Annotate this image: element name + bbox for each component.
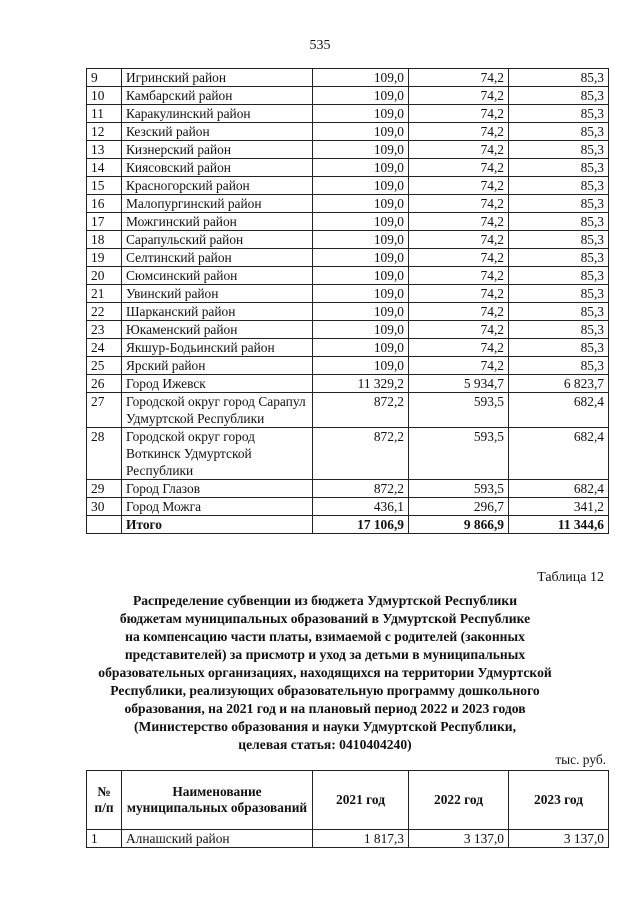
row-number: 26 xyxy=(87,375,122,393)
total-label: Итого xyxy=(122,516,313,534)
municipality-name: Каракулинский район xyxy=(122,105,313,123)
row-number: 14 xyxy=(87,159,122,177)
value-2022: 3 137,0 xyxy=(409,830,509,848)
value-2022: 74,2 xyxy=(409,231,509,249)
header-2023: 2023 год xyxy=(509,771,609,830)
table-row xyxy=(87,480,609,498)
table-row xyxy=(87,393,609,428)
row-number: 10 xyxy=(87,87,122,105)
table-row xyxy=(87,69,609,87)
subvention-table-continued xyxy=(86,68,609,534)
value-2023: 85,3 xyxy=(509,141,609,159)
table-row xyxy=(87,195,609,213)
table-row xyxy=(87,498,609,516)
table-row xyxy=(87,285,609,303)
heading-line: на компенсацию части платы, взимаемой с родителей (законных xyxy=(125,629,525,644)
value-2022: 593,5 xyxy=(409,480,509,498)
header-2021: 2021 год xyxy=(313,771,409,830)
table-row xyxy=(87,105,609,123)
total-number xyxy=(87,516,122,534)
row-number: 1 xyxy=(87,830,122,848)
value-2022: 74,2 xyxy=(409,87,509,105)
row-number: 11 xyxy=(87,105,122,123)
municipality-name: Кезский район xyxy=(122,123,313,141)
value-2022: 74,2 xyxy=(409,321,509,339)
table-heading xyxy=(60,592,590,754)
value-2022: 74,2 xyxy=(409,141,509,159)
value-2022: 74,2 xyxy=(409,69,509,87)
value-2022: 74,2 xyxy=(409,213,509,231)
municipality-name: Малопургинский район xyxy=(122,195,313,213)
municipality-name: Ярский район xyxy=(122,357,313,375)
row-number: 23 xyxy=(87,321,122,339)
value-2021: 872,2 xyxy=(313,428,409,480)
value-2023: 682,4 xyxy=(509,393,609,428)
value-2023: 85,3 xyxy=(509,123,609,141)
value-2023: 85,3 xyxy=(509,159,609,177)
municipality-name: Увинский район xyxy=(122,285,313,303)
value-2021: 109,0 xyxy=(313,213,409,231)
value-2022: 5 934,7 xyxy=(409,375,509,393)
table-row xyxy=(87,87,609,105)
value-2021: 872,2 xyxy=(313,393,409,428)
value-2021: 109,0 xyxy=(313,123,409,141)
row-number: 25 xyxy=(87,357,122,375)
value-2022: 74,2 xyxy=(409,249,509,267)
heading-line: образования, на 2021 год и на плановый период 2022 и 2023 годов xyxy=(124,701,526,716)
value-2022: 74,2 xyxy=(409,285,509,303)
municipality-name: Город Глазов xyxy=(122,480,313,498)
table-row xyxy=(87,830,609,848)
row-number: 24 xyxy=(87,339,122,357)
municipality-name: Сюмсинский район xyxy=(122,267,313,285)
table-row xyxy=(87,249,609,267)
table-row xyxy=(87,141,609,159)
value-2023: 85,3 xyxy=(509,87,609,105)
value-2021: 1 817,3 xyxy=(313,830,409,848)
value-2021: 109,0 xyxy=(313,267,409,285)
value-2021: 109,0 xyxy=(313,285,409,303)
value-2023: 85,3 xyxy=(509,267,609,285)
value-2021: 109,0 xyxy=(313,339,409,357)
municipality-name: Кизнерский район xyxy=(122,141,313,159)
heading-line: бюджетам муниципальных образований в Удмуртской Республике xyxy=(119,611,531,626)
table-row xyxy=(87,267,609,285)
value-2021: 109,0 xyxy=(313,177,409,195)
row-number: 22 xyxy=(87,303,122,321)
table-row xyxy=(87,357,609,375)
municipality-name: Алнашский район xyxy=(122,830,313,848)
table-row xyxy=(87,303,609,321)
table-row xyxy=(87,213,609,231)
municipality-name: Сарапульский район xyxy=(122,231,313,249)
municipality-name: Город Ижевск xyxy=(122,375,313,393)
row-number: 15 xyxy=(87,177,122,195)
value-2023: 682,4 xyxy=(509,480,609,498)
municipality-name: Город Можга xyxy=(122,498,313,516)
row-number: 29 xyxy=(87,480,122,498)
row-number: 9 xyxy=(87,69,122,87)
value-2023: 85,3 xyxy=(509,321,609,339)
row-number: 21 xyxy=(87,285,122,303)
heading-line: Республики, реализующих образовательную программу дошкольного xyxy=(110,683,540,698)
value-2023: 85,3 xyxy=(509,195,609,213)
table-row xyxy=(87,321,609,339)
value-2021: 109,0 xyxy=(313,357,409,375)
value-2022: 74,2 xyxy=(409,105,509,123)
heading-line: образовательных организациях, находящихся на территории Удмуртской xyxy=(98,665,552,680)
table-row xyxy=(87,375,609,393)
value-2023: 85,3 xyxy=(509,303,609,321)
heading-line: Распределение субвенции из бюджета Удмуртской Республики xyxy=(132,593,518,608)
value-2021: 109,0 xyxy=(313,195,409,213)
table-row xyxy=(87,159,609,177)
header-name: Наименование муниципальных образований xyxy=(122,771,313,830)
value-2022: 74,2 xyxy=(409,267,509,285)
value-2022: 593,5 xyxy=(409,393,509,428)
municipality-name: Игринский район xyxy=(122,69,313,87)
table-caption: Таблица 12 xyxy=(537,570,604,585)
total-2023: 11 344,6 xyxy=(509,516,609,534)
row-number: 19 xyxy=(87,249,122,267)
value-2021: 109,0 xyxy=(313,159,409,177)
row-number: 13 xyxy=(87,141,122,159)
municipality-name: Юкаменский район xyxy=(122,321,313,339)
value-2021: 109,0 xyxy=(313,141,409,159)
municipality-name: Селтинский район xyxy=(122,249,313,267)
value-2023: 6 823,7 xyxy=(509,375,609,393)
header-number: № п/п xyxy=(87,771,122,830)
heading-line: целевая статья: 0410404240) xyxy=(238,737,412,752)
value-2023: 85,3 xyxy=(509,177,609,195)
table-row xyxy=(87,428,609,480)
value-2021: 109,0 xyxy=(313,321,409,339)
value-2021: 109,0 xyxy=(313,231,409,249)
table-row xyxy=(87,339,609,357)
value-2023: 85,3 xyxy=(509,69,609,87)
value-2023: 85,3 xyxy=(509,231,609,249)
row-number: 17 xyxy=(87,213,122,231)
table-row xyxy=(87,231,609,249)
heading-line: (Министерство образования и науки Удмуртской Республики, xyxy=(133,719,517,734)
value-2021: 11 329,2 xyxy=(313,375,409,393)
value-2021: 109,0 xyxy=(313,69,409,87)
value-2021: 872,2 xyxy=(313,480,409,498)
total-2022: 9 866,9 xyxy=(409,516,509,534)
value-2023: 85,3 xyxy=(509,339,609,357)
value-2021: 109,0 xyxy=(313,87,409,105)
value-2022: 74,2 xyxy=(409,339,509,357)
value-2021: 109,0 xyxy=(313,303,409,321)
value-2022: 593,5 xyxy=(409,428,509,480)
row-number: 20 xyxy=(87,267,122,285)
value-2023: 85,3 xyxy=(509,285,609,303)
row-number: 16 xyxy=(87,195,122,213)
value-2022: 74,2 xyxy=(409,357,509,375)
value-2023: 341,2 xyxy=(509,498,609,516)
municipality-name: Можгинский район xyxy=(122,213,313,231)
municipality-name: Якшур-Бодьинский район xyxy=(122,339,313,357)
heading-line: представителей) за присмотр и уход за детьми в муниципальных xyxy=(124,647,526,662)
total-2021: 17 106,9 xyxy=(313,516,409,534)
units-label: тыс. руб. xyxy=(555,752,606,767)
value-2022: 74,2 xyxy=(409,303,509,321)
row-number: 12 xyxy=(87,123,122,141)
municipality-name: Шарканский район xyxy=(122,303,313,321)
row-number: 28 xyxy=(87,428,122,480)
value-2022: 74,2 xyxy=(409,159,509,177)
municipality-name: Городской округ город Воткинск Удмуртской Республики xyxy=(122,428,313,480)
value-2021: 109,0 xyxy=(313,105,409,123)
value-2023: 85,3 xyxy=(509,105,609,123)
value-2023: 85,3 xyxy=(509,249,609,267)
table-header-row xyxy=(87,771,609,830)
table-row xyxy=(87,177,609,195)
page-number: 535 xyxy=(309,38,331,53)
municipality-name: Красногорский район xyxy=(122,177,313,195)
total-row xyxy=(87,516,609,534)
municipality-name: Киясовский район xyxy=(122,159,313,177)
header-2022: 2022 год xyxy=(409,771,509,830)
value-2023: 85,3 xyxy=(509,213,609,231)
municipality-name: Городской округ город Сарапул Удмуртской Республики xyxy=(122,393,313,428)
municipality-name: Камбарский район xyxy=(122,87,313,105)
value-2022: 74,2 xyxy=(409,195,509,213)
value-2021: 109,0 xyxy=(313,249,409,267)
value-2023: 3 137,0 xyxy=(509,830,609,848)
value-2022: 74,2 xyxy=(409,177,509,195)
table-row xyxy=(87,123,609,141)
value-2022: 296,7 xyxy=(409,498,509,516)
row-number: 18 xyxy=(87,231,122,249)
row-number: 30 xyxy=(87,498,122,516)
subvention-table-12 xyxy=(86,770,609,848)
value-2021: 436,1 xyxy=(313,498,409,516)
value-2023: 85,3 xyxy=(509,357,609,375)
value-2022: 74,2 xyxy=(409,123,509,141)
value-2023: 682,4 xyxy=(509,428,609,480)
row-number: 27 xyxy=(87,393,122,428)
